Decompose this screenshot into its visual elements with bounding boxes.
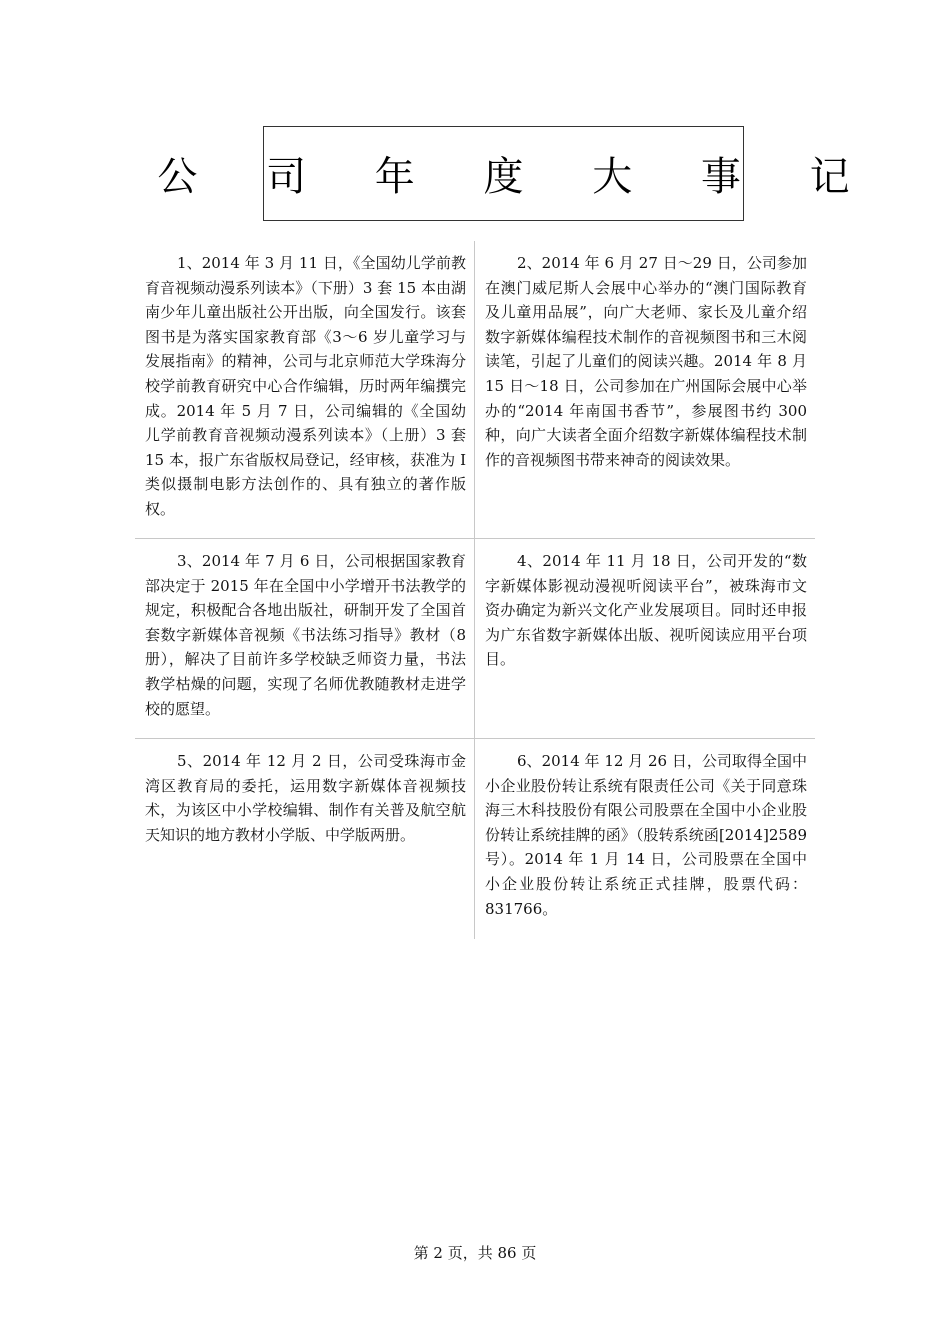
event-2: 2、2014 年 6 月 27 日～29 日，公司参加在澳门威尼斯人会展中心举办的“澳门国际教育及儿童用品展”，向广大老师、家长及儿童介绍数字新媒体编程技术制作的音视频图书和三木阅读笔，引起了儿童们的阅读兴趣。2014 年 8 月 15 日～18 日，公司参加在广州国际会展中心举办的“2014 年南国书香节”，参展图书约 300 种，向广大读者全面介绍数字新媒体编程技术制作的音视频图书带来神奇的阅读效果。 [485, 254, 807, 469]
page-footer: 第 2 页，共 86 页 [413, 1244, 537, 1262]
event-3: 3、2014 年 7 月 6 日，公司根据国家教育部决定于 2015 年在全国中小学增开书法教学的规定，积极配合各地出版社，研制开发了全国首套数字新媒体音视频《书法练习指导》教材（8 册），解决了目前许多学校缺乏师资力量，书法教学枯燥的问题，实现了名师优教随教材走进学校的愿望。 [135, 539, 475, 738]
events-row [135, 539, 815, 739]
event-5: 5、2014 年 12 月 2 日，公司受珠海市金湾区教育局的委托，运用数字新媒体音视频技术，为该区中小学校编辑、制作有关普及航空航天知识的地方教材小学版、中学版两册。 [135, 739, 475, 939]
events-grid [135, 241, 815, 939]
page-title: 公 司 年 度 大 事 记 [157, 154, 878, 200]
event-6: 6、2014 年 12 月 26 日，公司取得全国中小企业股份转让系统有限责任公司《关于同意珠海三木科技股份有限公司股票在全国中小企业股份转让系统挂牌的函》（股转系统函[2014]2589 号）。2014 年 1 月 14 日，公司股票在全国中小企业股份转让系统正式挂牌，股票代码：831766。 [485, 752, 807, 918]
title-box [157, 126, 878, 221]
events-row [135, 241, 815, 539]
event-1: 1、2014 年 3 月 11 日，《全国幼儿学前教育音视频动漫系列读本》（下册）3 套 15 本由湖南少年儿童出版社公开出版，向全国发行。该套图书是为落实国家教育部《3～6 岁儿童学习与发展指南》的精神，公司与北京师范大学珠海分校学前教育研究中心合作编辑，历时两年编撰完成。2014 年 5 月 7 日，公司编辑的《全国幼儿学前教育音视频动漫系列读本》（上册）3 套 15 本，报广东省版权局登记，经审核，获准为 I 类似摄制电影方法创作的、具有独立的著作版权。 [135, 241, 475, 538]
events-row [135, 739, 815, 939]
event-4: 4、2014 年 11 月 18 日，公司开发的“数字新媒体影视动漫视听阅读平台”，被珠海市文资办确定为新兴文化产业发展项目。同时还申报为广东省数字新媒体出版、视听阅读应用平台项目。 [485, 552, 807, 669]
